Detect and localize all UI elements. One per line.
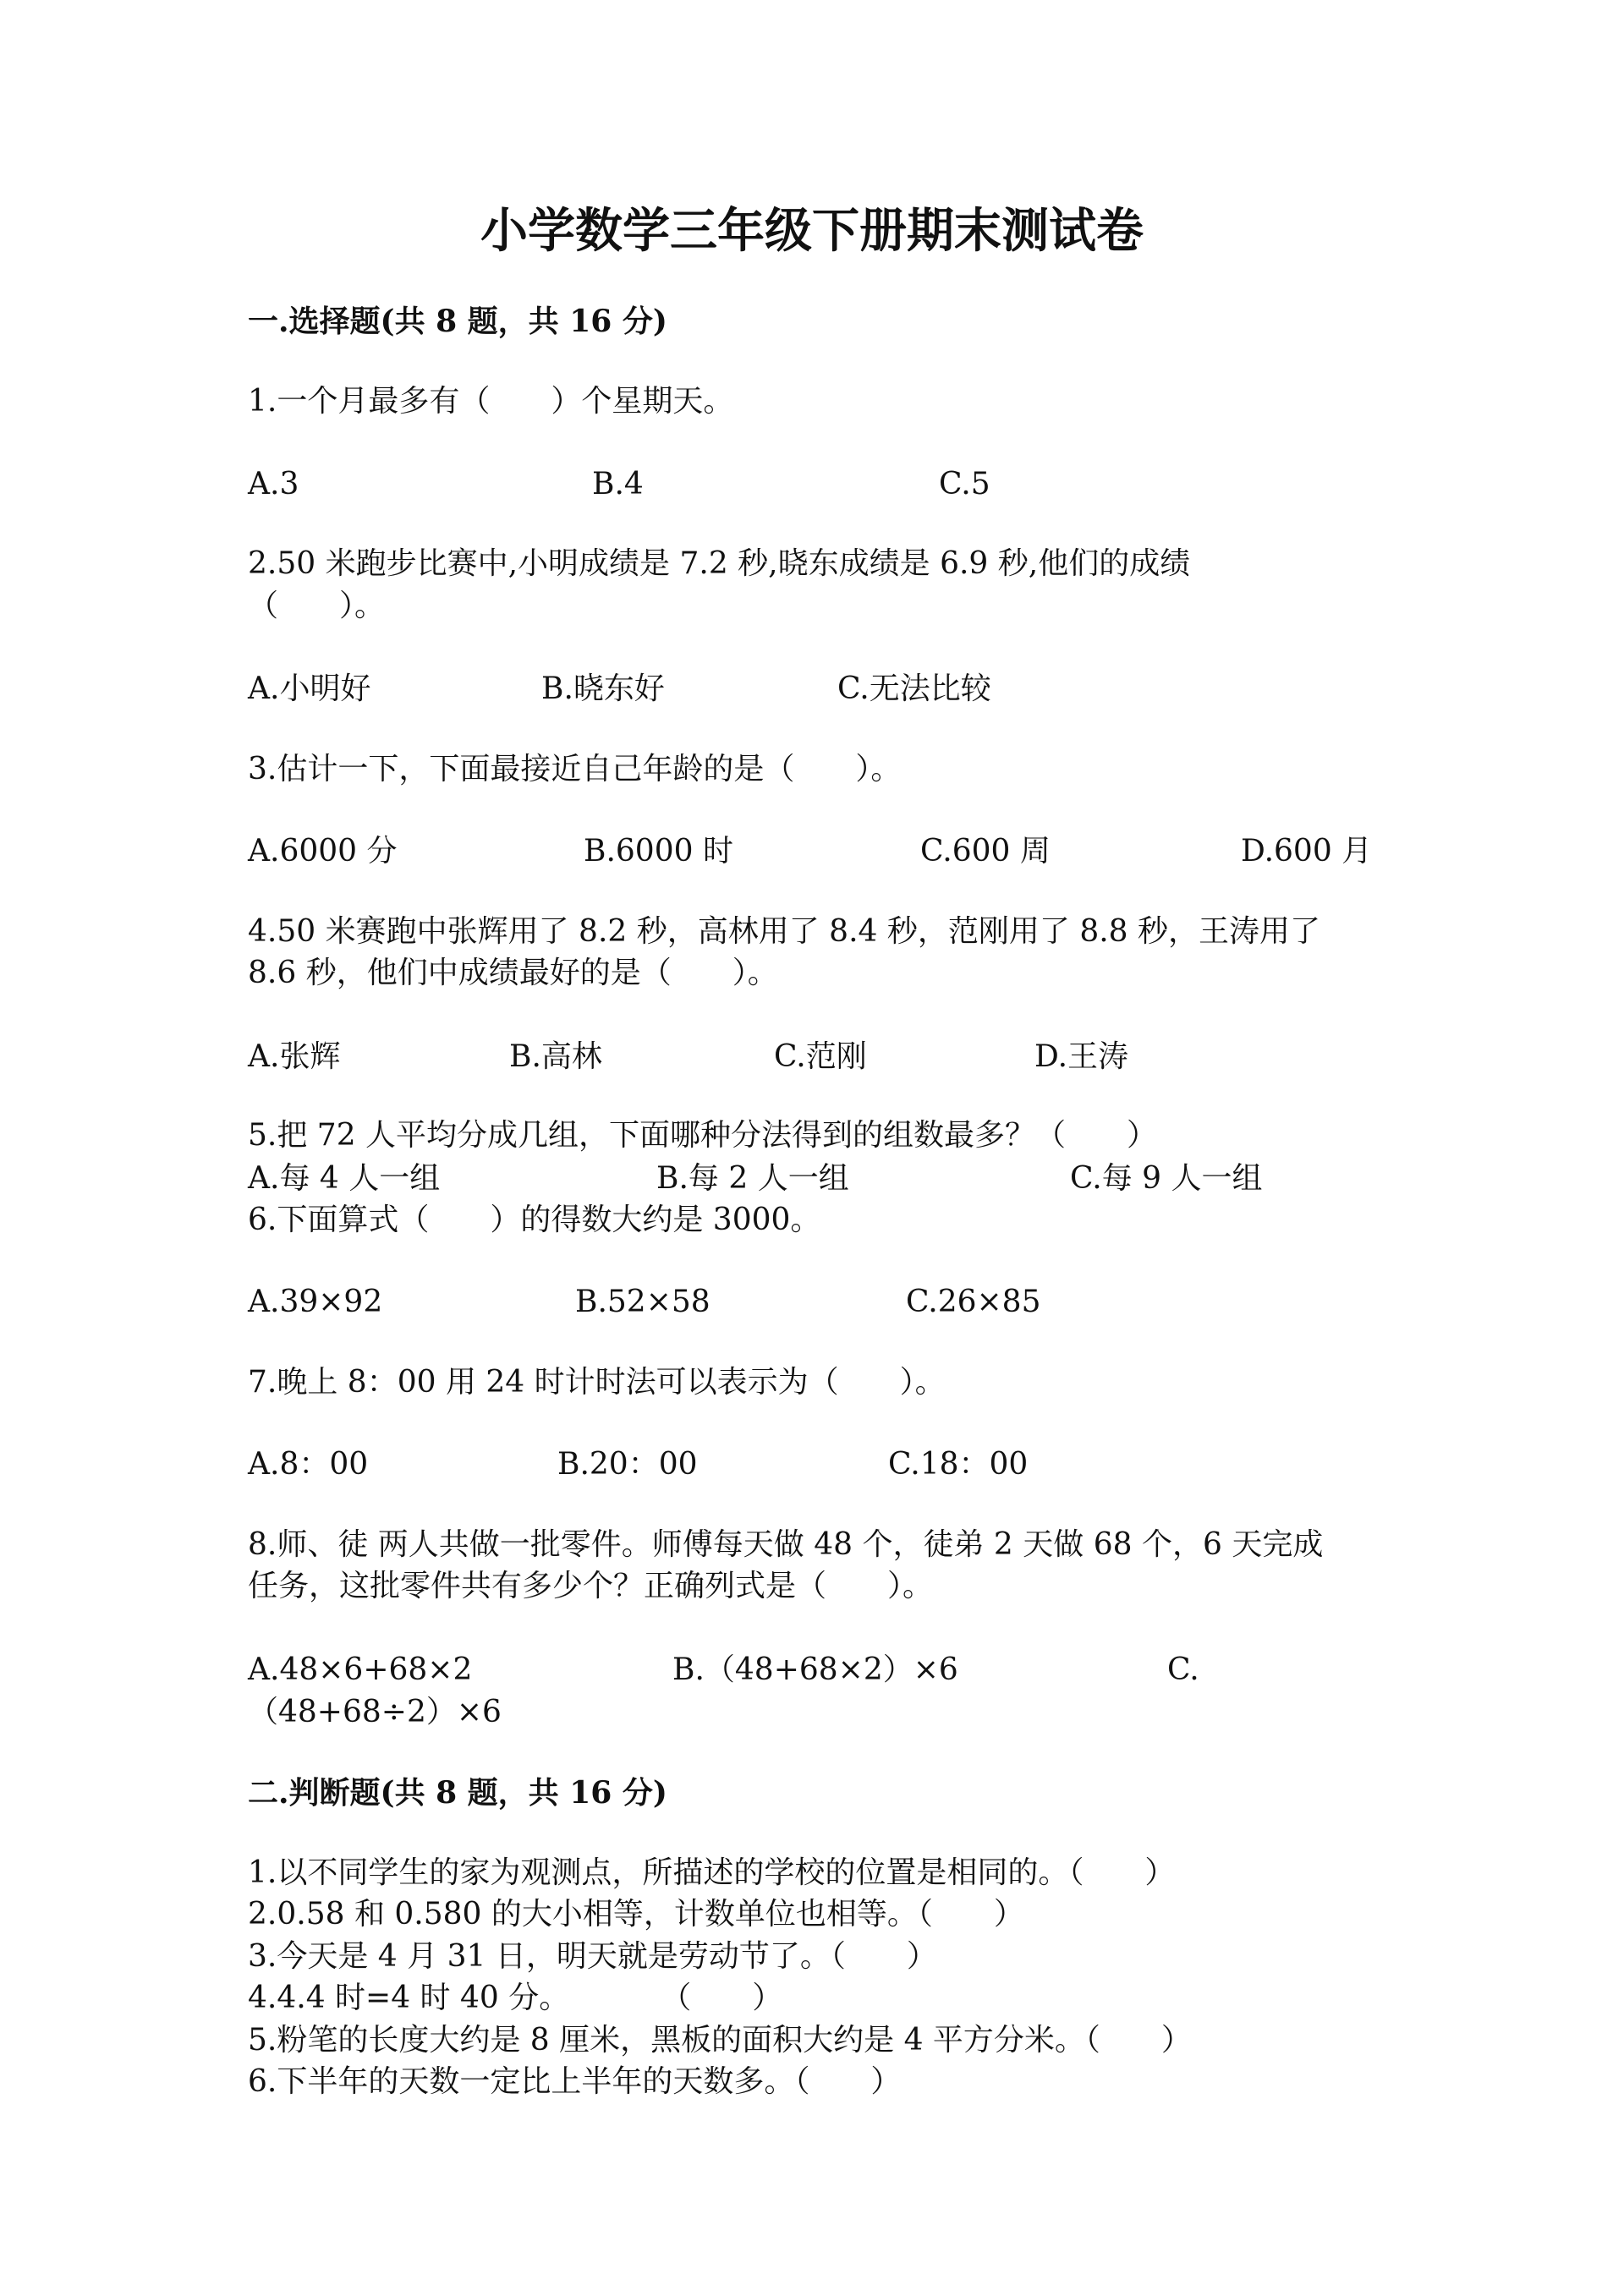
judgment-item-4: 4.4.4 时=4 时 40 分。 （ ）	[248, 1981, 783, 2015]
q7-option-b: B.20：00	[557, 1447, 698, 1482]
q3-option-d: D.600 月	[1241, 834, 1373, 869]
section-heading-judgment: 二.判断题(共 8 题，共 16 分)	[248, 1775, 667, 1811]
q5-option-a: A.每 4 人一组	[248, 1161, 441, 1196]
q7-option-a: A.8：00	[248, 1447, 369, 1482]
question-7: 7.晚上 8：00 用 24 时计时法可以表示为（ ）。	[248, 1365, 946, 1400]
question-5: 5.把 72 人平均分成几组，下面哪种分法得到的组数最多？（ ）	[248, 1118, 1158, 1153]
q3-option-c: C.600 周	[920, 834, 1051, 869]
q1-option-c: C.5	[939, 467, 990, 501]
judgment-item-5: 5.粉笔的长度大约是 8 厘米，黑板的面积大约是 4 平方分米。（ ）	[248, 2023, 1192, 2058]
judgment-item-6: 6.下半年的天数一定比上半年的天数多。（ ）	[248, 2064, 902, 2099]
section-heading-choice: 一.选择题(共 8 题，共 16 分)	[248, 304, 667, 339]
question-2-line-2: （ ）。	[248, 589, 386, 623]
q5-option-b: B.每 2 人一组	[656, 1161, 849, 1196]
q2-option-a: A.小明好	[248, 671, 371, 706]
page-title: 小学数学三年级下册期末测试卷	[480, 203, 1144, 259]
q6-option-b: B.52×58	[575, 1285, 710, 1319]
q1-option-a: A.3	[248, 467, 299, 501]
q4-option-c: C.范刚	[774, 1039, 867, 1074]
q8-option-c-text: （48+68÷2）×6	[248, 1695, 502, 1729]
question-8-line-1: 8.师、徒 两人共做一批零件。师傅每天做 48 个，徒弟 2 天做 68 个，6 天完成	[248, 1527, 1324, 1562]
q3-option-a: A.6000 分	[248, 834, 398, 869]
q2-option-c: C.无法比较	[837, 671, 991, 706]
question-4-line-2: 8.6 秒，他们中成绩最好的是（ ）。	[248, 956, 778, 990]
question-1: 1.一个月最多有（ ）个星期天。	[248, 384, 734, 419]
question-3: 3.估计一下，下面最接近自己年龄的是（ ）。	[248, 752, 902, 786]
q6-option-c: C.26×85	[906, 1285, 1041, 1319]
q2-option-b: B.晓东好	[541, 671, 665, 706]
q8-option-a: A.48×6+68×2	[248, 1652, 473, 1687]
q6-option-a: A.39×92	[248, 1285, 383, 1319]
q4-option-d: D.王涛	[1034, 1039, 1129, 1074]
question-2-line-1: 2.50 米跑步比赛中,小明成绩是 7.2 秒,晓东成绩是 6.9 秒,他们的成绩	[248, 546, 1191, 581]
question-8-line-2: 任务，这批零件共有多少个？正确列式是（ ）。	[248, 1569, 934, 1603]
q4-option-a: A.张辉	[248, 1039, 341, 1074]
question-6: 6.下面算式（ ）的得数大约是 3000。	[248, 1203, 821, 1237]
q4-option-b: B.高林	[509, 1039, 602, 1074]
judgment-item-1: 1.以不同学生的家为观测点，所描述的学校的位置是相同的。（ ）	[248, 1855, 1176, 1890]
judgment-item-3: 3.今天是 4 月 31 日，明天就是劳动节了。（ ）	[248, 1939, 937, 1974]
q1-option-b: B.4	[592, 467, 644, 501]
q3-option-b: B.6000 时	[584, 834, 733, 869]
q8-option-c-label: C.	[1167, 1652, 1199, 1687]
q7-option-c: C.18：00	[888, 1447, 1029, 1482]
q5-option-c: C.每 9 人一组	[1070, 1161, 1263, 1196]
judgment-item-2: 2.0.58 和 0.580 的大小相等，计数单位也相等。（ ）	[248, 1897, 1024, 1932]
question-4-line-1: 4.50 米赛跑中张辉用了 8.2 秒，高林用了 8.4 秒，范刚用了 8.8 秒，王涛用了	[248, 914, 1321, 949]
q8-option-b: B.（48+68×2）×6	[672, 1652, 958, 1687]
